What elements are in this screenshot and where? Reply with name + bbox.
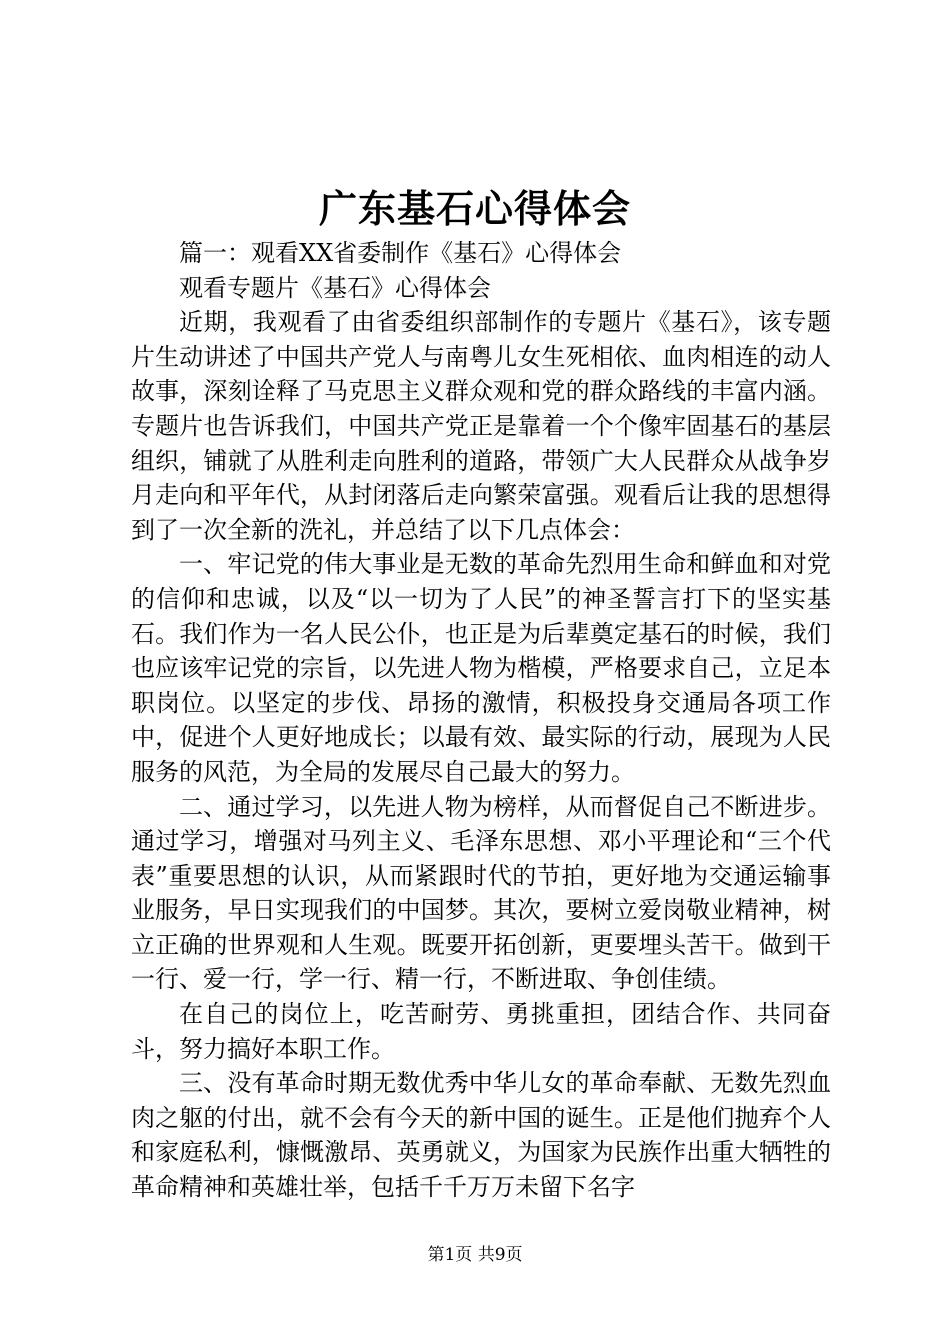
paragraph: 近期，我观看了由省委组织部制作的专题片《基石》，该专题片生动讲述了中国共产党人与南粤儿女生死相依、血肉相连的动人故事，深刻诠释了马克思主义群众观和党的群众路线的丰富内涵。专题片也告诉我们，中国共产党正是靠着一个个像牢固基石的基层组织，铺就了从胜利走向胜利的道路，带领广大人民群众从战争岁月走向和平年代，从封闭落后走向繁荣富强。观看后让我的思想得到了一次全新的洗礼，并总结了以下几点体会： xyxy=(131,308,831,544)
section-heading: 篇一：观看XX省委制作《基石》心得体会 xyxy=(179,239,622,267)
paragraph: 三、没有革命时期无数优秀中华儿女的革命奉献、无数先烈血肉之躯的付出，就不会有今天的新中国的诞生。正是他们抛弃个人和家庭私利，慷慨激昂、英勇就义，为国家为民族作出重大牺牲的革命精神和英雄壮举，包括千千万万未留下名字 xyxy=(131,1069,831,1202)
subheading: 观看专题片《基石》心得体会 xyxy=(179,273,491,302)
page-footer: 第1页 共9页 xyxy=(427,1245,523,1265)
paragraph: 在自己的岗位上，吃苦耐劳、勇挑重担，团结合作、共同奋斗，努力搞好本职工作。 xyxy=(131,1000,831,1063)
paragraph: 一、牢记党的伟大事业是无数的革命先烈用生命和鲜血和对党的信仰和忠诚，以及“以一切为了人民”的神圣誓言打下的坚实基石。我们作为一名人民公仆，也正是为后辈奠定基石的时候，我们也应该牢记党的宗旨，以先进人物为楷模，严格要求自己，立足本职岗位。以坚定的步伐、昂扬的激情，积极投身交通局各项工作中，促进个人更好地成长；以最有效、最实际的行动，展现为人民服务的风范，为全局的发展尽自己最大的努力。 xyxy=(131,550,831,786)
document-title: 广东基石心得体会 xyxy=(318,186,631,231)
paragraph: 二、通过学习，以先进人物为榜样，从而督促自己不断进步。通过学习，增强对马列主义、毛泽东思想、邓小平理论和“三个代表”重要思想的认识，从而紧跟时代的节拍，更好地为交通运输事业服务，早日实现我们的中国梦。其次，要树立爱岗敬业精神，树立正确的世界观和人生观。既要开拓创新，更要埋头苦干。做到干一行、爱一行，学一行、精一行，不断进取、争创佳绩。 xyxy=(131,792,831,994)
document-body xyxy=(131,236,831,1205)
